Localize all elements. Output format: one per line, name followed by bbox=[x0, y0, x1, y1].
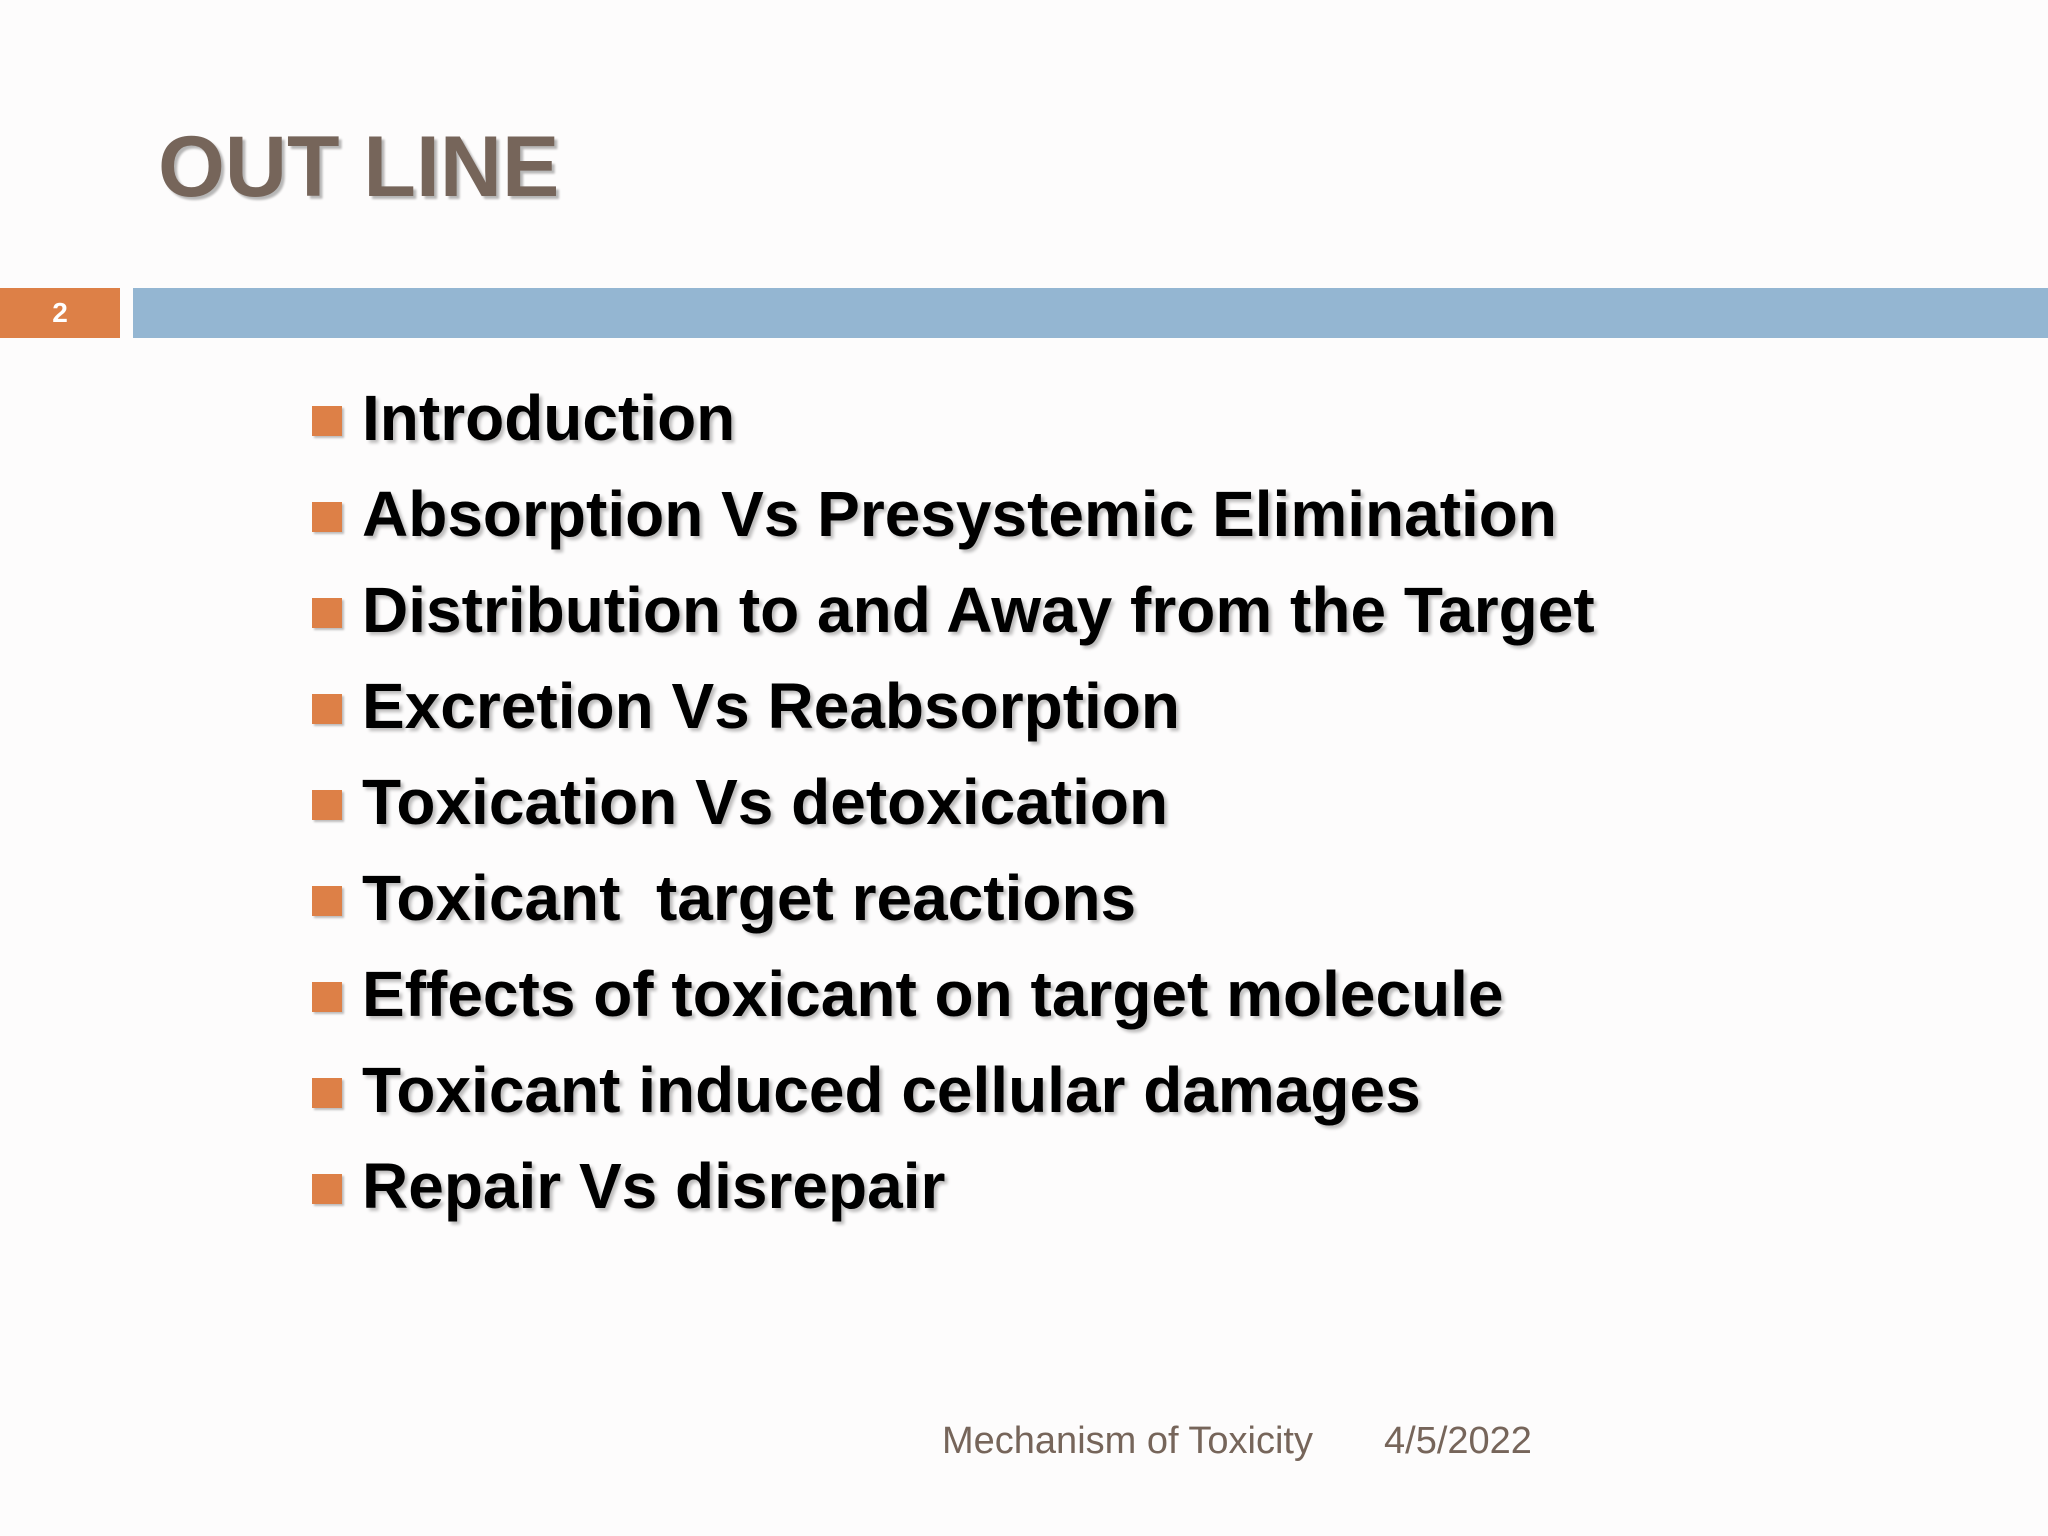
footer-date: 4/5/2022 bbox=[1384, 1420, 1532, 1462]
slide-number: 2 bbox=[0, 288, 120, 338]
list-item-text: Repair Vs disrepair bbox=[362, 1150, 946, 1222]
list-item bbox=[312, 1042, 1595, 1138]
footer-title: Mechanism of Toxicity bbox=[942, 1420, 1313, 1462]
square-bullet-icon bbox=[312, 598, 342, 628]
list-item-text: Excretion Vs Reabsorption bbox=[362, 670, 1180, 742]
list-item bbox=[312, 658, 1595, 754]
list-item-text: Effects of toxicant on target molecule bbox=[362, 958, 1504, 1030]
outline-list bbox=[312, 370, 1595, 1234]
square-bullet-icon bbox=[312, 1174, 342, 1204]
square-bullet-icon bbox=[312, 982, 342, 1012]
list-item bbox=[312, 754, 1595, 850]
square-bullet-icon bbox=[312, 406, 342, 436]
list-item-text: Toxication Vs detoxication bbox=[362, 766, 1169, 838]
square-bullet-icon bbox=[312, 886, 342, 916]
list-item bbox=[312, 946, 1595, 1042]
slide-title: OUT LINE bbox=[158, 119, 560, 215]
square-bullet-icon bbox=[312, 694, 342, 724]
list-item-text: Introduction bbox=[362, 382, 736, 454]
list-item bbox=[312, 1138, 1595, 1234]
list-item-text: Distribution to and Away from the Target bbox=[362, 574, 1595, 646]
list-item bbox=[312, 562, 1595, 658]
square-bullet-icon bbox=[312, 1078, 342, 1108]
list-item-text: Absorption Vs Presystemic Elimination bbox=[362, 478, 1557, 550]
square-bullet-icon bbox=[312, 502, 342, 532]
list-item bbox=[312, 466, 1595, 562]
list-item-text: Toxicant target reactions bbox=[362, 862, 1137, 934]
list-item bbox=[312, 850, 1595, 946]
list-item bbox=[312, 370, 1595, 466]
header-band bbox=[133, 288, 2048, 338]
list-item-text: Toxicant induced cellular damages bbox=[362, 1054, 1421, 1126]
square-bullet-icon bbox=[312, 790, 342, 820]
